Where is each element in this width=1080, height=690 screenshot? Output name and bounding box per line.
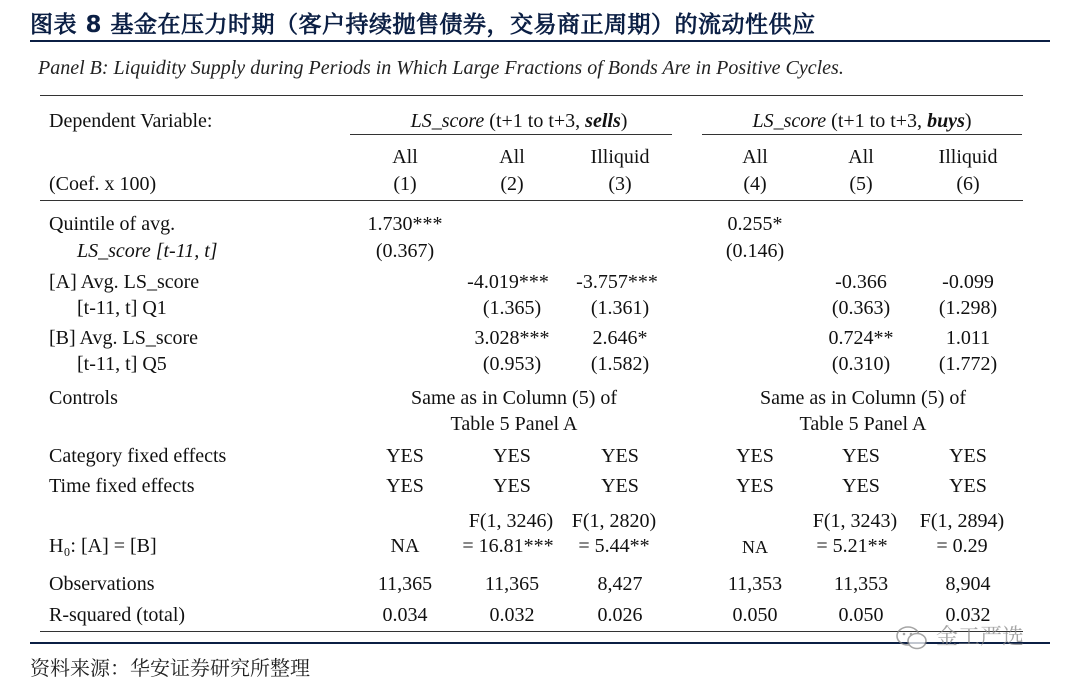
- controls-label: Controls: [49, 387, 118, 409]
- observations-col-5: 11,353: [833, 573, 889, 595]
- col-5-name: All: [848, 146, 874, 168]
- sells-group-close: ): [620, 110, 628, 132]
- r-squared-col-6: 0.032: [945, 604, 991, 626]
- buys-group-underline: [702, 134, 1022, 135]
- category-fe-label: Category fixed effects: [49, 445, 227, 467]
- quintile-col-1: 1.730***: [367, 213, 443, 235]
- watermark-text: 金工严选: [936, 625, 1025, 650]
- r-squared-col-5: 0.050: [838, 604, 884, 626]
- r-squared-col-1: 0.034: [382, 604, 428, 626]
- source-note: 资料来源：华安证券研究所整理: [30, 656, 310, 680]
- row-b-label-line2: [t-11, t] Q5: [77, 353, 167, 375]
- h0-col-1: NA: [390, 535, 420, 557]
- category-fe-col-5: YES: [842, 445, 880, 467]
- category-fe-col-1: YES: [386, 445, 424, 467]
- h0-col-2-line1: F(1, 3246): [468, 510, 554, 532]
- quintile-col-1-se: (0.367): [375, 240, 435, 262]
- quintile-col-4: 0.255*: [727, 213, 783, 235]
- quintile-col-4-se: (0.146): [725, 240, 785, 262]
- row-b-col-2: 3.028***: [474, 327, 550, 349]
- quintile-label-line2: LS_score [t-11, t]: [77, 240, 218, 262]
- col-5-number: (5): [849, 173, 873, 195]
- h0-col-3-line2: = 5.44**: [578, 535, 650, 557]
- row-b-col-3: 2.646*: [592, 327, 648, 349]
- time-fe-col-4: YES: [736, 475, 774, 497]
- col-4-number: (4): [743, 173, 767, 195]
- col-1-number: (1): [393, 173, 417, 195]
- observations-col-2: 11,365: [484, 573, 540, 595]
- row-a-col-2: -4.019***: [467, 271, 549, 293]
- category-fe-col-2: YES: [493, 445, 531, 467]
- table-bottom-rule: [40, 631, 1023, 632]
- table-top-rule: [40, 95, 1023, 96]
- row-a-col-5-se: (0.363): [831, 297, 891, 319]
- figure-title: 图表 8 基金在压力时期（客户持续抛售债券，交易商正周期）的流动性供应: [30, 12, 816, 38]
- row-a-col-3-se: (1.361): [590, 297, 650, 319]
- h0-label: H₀: [A] = [B]: [49, 535, 157, 557]
- observations-col-4: 11,353: [727, 573, 783, 595]
- row-b-col-3-se: (1.582): [590, 353, 650, 375]
- row-b-col-5-se: (0.310): [831, 353, 891, 375]
- r-squared-col-3: 0.026: [597, 604, 643, 626]
- col-3-number: (3): [608, 173, 632, 195]
- h0-col-5-line1: F(1, 3243): [812, 510, 898, 532]
- row-b-col-2-se: (0.953): [482, 353, 542, 375]
- row-a-col-2-se: (1.365): [482, 297, 542, 319]
- observations-col-1: 11,365: [377, 573, 433, 595]
- time-fe-col-5: YES: [842, 475, 880, 497]
- row-b-col-5: 0.724**: [828, 327, 894, 349]
- time-fe-col-3: YES: [601, 475, 639, 497]
- wechat-icon: [895, 625, 929, 651]
- h0-col-6-line1: F(1, 2894): [919, 510, 1005, 532]
- observations-label: Observations: [49, 573, 155, 595]
- panel-title: Panel B: Liquidity Supply during Periods in Which Large Fractions of Bonds Are in Positive Cycles.: [38, 57, 844, 79]
- controls-right-line2: Table 5 Panel A: [799, 413, 927, 435]
- buys-group-range: (t+1 to t+3,: [826, 110, 928, 132]
- time-fe-col-2: YES: [493, 475, 531, 497]
- col-3-name: Illiquid: [590, 146, 650, 168]
- quintile-label-line1: Quintile of avg.: [49, 213, 176, 235]
- r-squared-col-2: 0.032: [489, 604, 535, 626]
- col-1-name: All: [392, 146, 418, 168]
- row-b-col-6-se: (1.772): [938, 353, 998, 375]
- observations-col-3: 8,427: [597, 573, 643, 595]
- buys-group-close: ): [964, 110, 972, 132]
- observations-col-6: 8,904: [945, 573, 991, 595]
- col-6-name: Illiquid: [938, 146, 998, 168]
- time-fe-col-6: YES: [949, 475, 987, 497]
- h0-col-3-line1: F(1, 2820): [571, 510, 657, 532]
- category-fe-col-4: YES: [736, 445, 774, 467]
- r-squared-label: R-squared (total): [49, 604, 186, 626]
- sells-group-var: LS_score: [410, 110, 485, 132]
- time-fe-col-1: YES: [386, 475, 424, 497]
- row-a-col-3: -3.757***: [576, 271, 658, 293]
- title-divider: [30, 40, 1050, 42]
- row-b-col-6: 1.011: [945, 327, 991, 349]
- row-a-col-6-se: (1.298): [938, 297, 998, 319]
- row-b-label-line1: [B] Avg. LS_score: [49, 327, 199, 349]
- h0-col-5-line2: = 5.21**: [816, 535, 888, 557]
- buys-group-direction: buys: [927, 110, 965, 132]
- row-a-col-5: -0.366: [835, 271, 887, 293]
- controls-right-line1: Same as in Column (5) of: [759, 387, 967, 409]
- r-squared-col-4: 0.050: [732, 604, 778, 626]
- sells-group-range: (t+1 to t+3,: [484, 110, 586, 132]
- category-fe-col-6: YES: [949, 445, 987, 467]
- row-a-label-line1: [A] Avg. LS_score: [49, 271, 200, 293]
- time-fe-label: Time fixed effects: [49, 475, 195, 497]
- row-a-label-line2: [t-11, t] Q1: [77, 297, 167, 319]
- watermark: [895, 620, 1024, 651]
- sells-group-underline: [350, 134, 672, 135]
- category-fe-col-3: YES: [601, 445, 639, 467]
- buys-group-header: [752, 111, 971, 131]
- coef-note: (Coef. x 100): [49, 173, 157, 195]
- dependent-variable-label: Dependent Variable:: [49, 110, 213, 132]
- header-bottom-rule: [40, 200, 1023, 201]
- controls-left-line2: Table 5 Panel A: [450, 413, 578, 435]
- h0-col-6-line2: = 0.29: [936, 535, 988, 557]
- h0-col-2-line2: = 16.81***: [462, 535, 554, 557]
- controls-left-line1: Same as in Column (5) of: [410, 387, 618, 409]
- col-2-name: All: [499, 146, 525, 168]
- sells-group-direction: sells: [585, 110, 621, 132]
- col-6-number: (6): [956, 173, 980, 195]
- row-a-col-6: -0.099: [942, 271, 994, 293]
- sells-group-header: [411, 111, 628, 131]
- h0-col-4: NA: [742, 537, 768, 557]
- col-2-number: (2): [500, 173, 524, 195]
- buys-group-var: LS_score: [752, 110, 827, 132]
- col-4-name: All: [742, 146, 768, 168]
